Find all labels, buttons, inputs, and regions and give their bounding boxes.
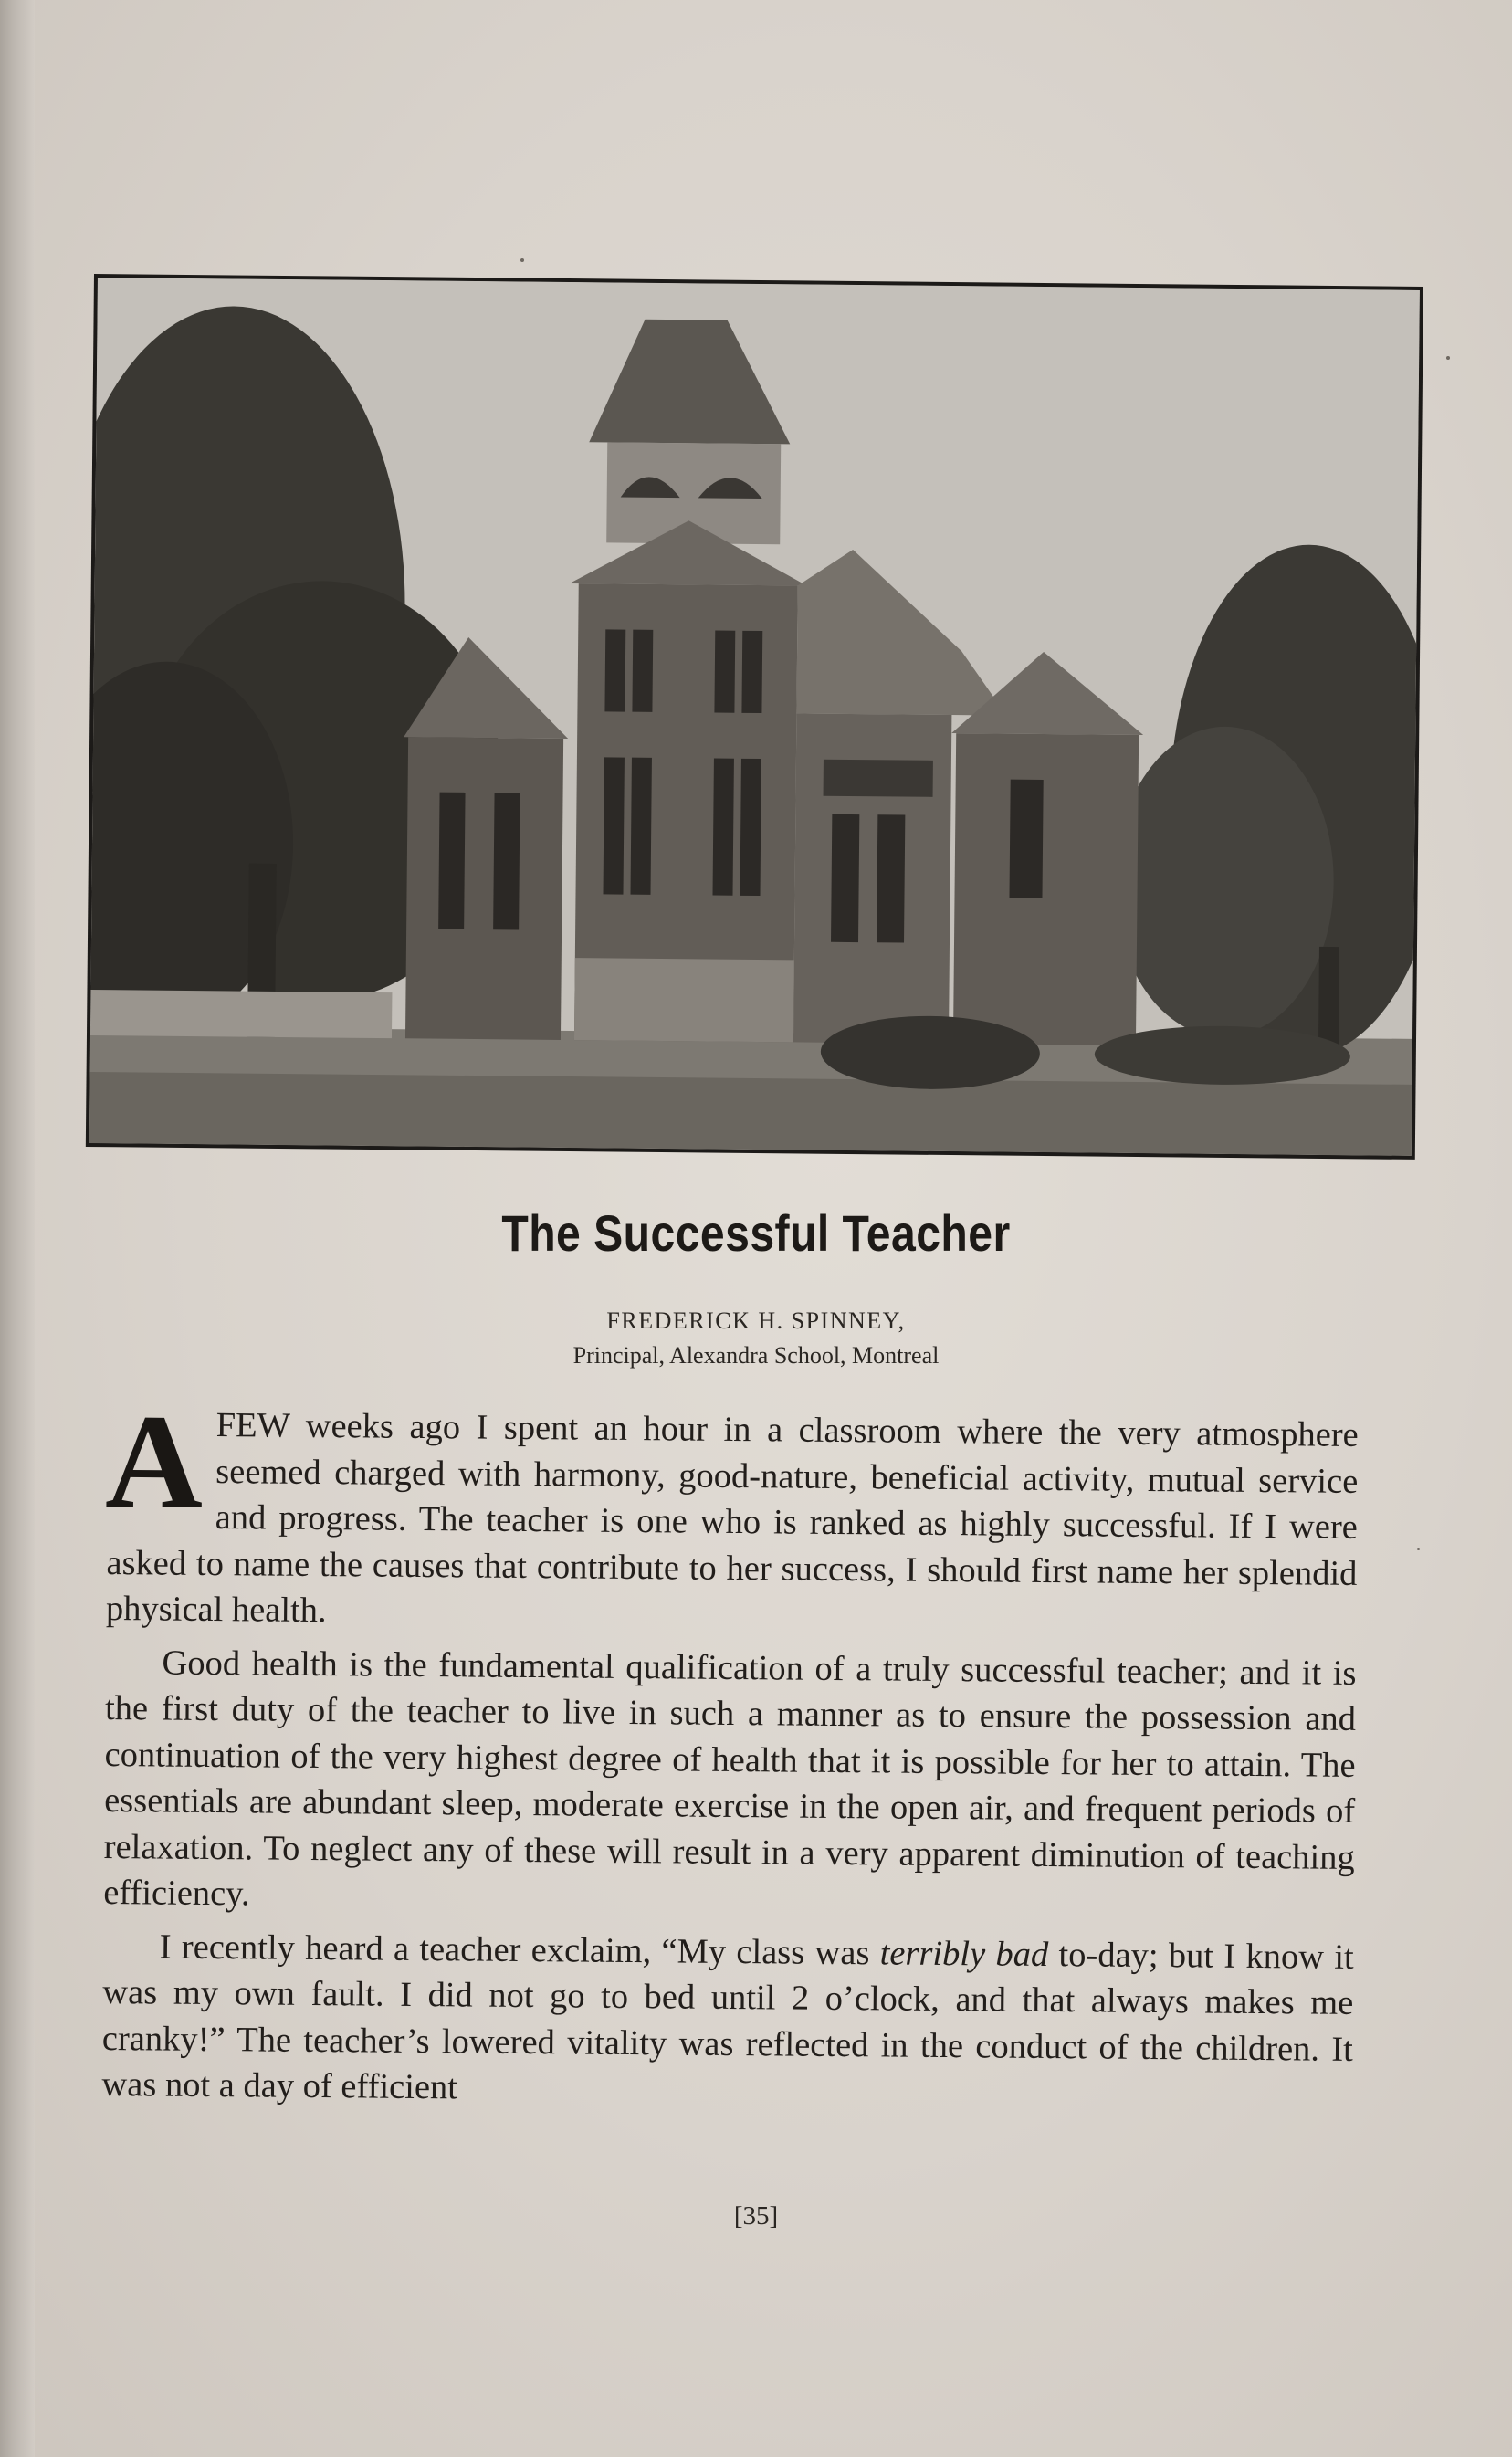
author-affiliation: Principal, Alexandra School, Montreal (572, 1342, 940, 1369)
paragraph-3 (101, 1923, 1354, 2118)
paper-speck (1417, 1548, 1420, 1550)
drop-cap: A (104, 1386, 205, 1538)
article-body (101, 1386, 1359, 2126)
paragraph-2: Good health is the fundamental qualification of a truly successful teacher; and it is the first duty of the teacher to live in such a manner as to ensure the possession and continuation of the very highest degree of health that it is possible for her to attain. The essentials are abundant sleep, moderate exercise in the open air, and frequent periods of relaxation. To neglect any of these will result in a very apparent diminution of teaching efficiency. (103, 1643, 1357, 1914)
paragraph-1 (104, 1386, 1359, 1643)
author-name: FREDERICK H. SPINNEY, (606, 1307, 906, 1334)
article-title: The Successful Teacher (501, 1204, 1011, 1262)
paragraph-1-text: FEW weeks ago I spent an hour in a classroom where the very atmosphere seemed charged with harmony, good-nature, beneficial activity, mutual service and progress. The teacher is one who is ranked as highly successful. If I were asked to name the causes that contribute to her success, I should first name her splendid physical health. (105, 1406, 1359, 1631)
paragraph-3-text: I recently heard a teacher exclaim, “My class was terribly bad to-day; but I know it was my own fault. I did not go to bed until 2 o’clock, and that always makes me cranky!” The teacher’s lowered vitality was reflected in the conduct of the children. It was not a day of efficient (101, 1927, 1354, 2107)
page-binding-shadow (0, 0, 35, 2457)
paper-speck (1446, 356, 1450, 360)
photo-image (89, 278, 1420, 1156)
schoolhouse-illustration (89, 278, 1420, 1156)
page-number: [35] (733, 2201, 779, 2231)
paper-speck (520, 258, 524, 262)
emphasis-text: terribly bad (879, 1933, 1049, 1974)
schoolhouse-photograph (86, 274, 1423, 1160)
